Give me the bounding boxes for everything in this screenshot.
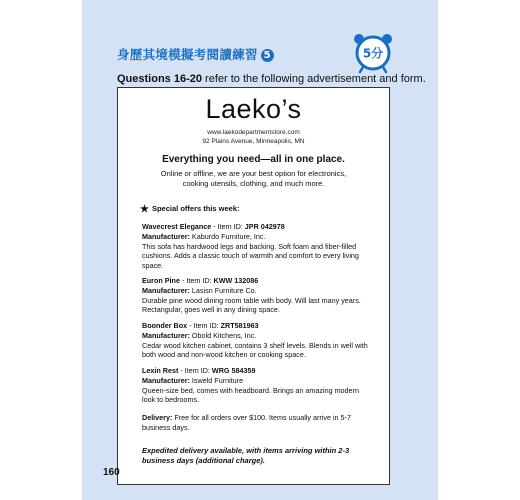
item-name: Wavecrest Elegance — [142, 222, 212, 231]
offer-item — [142, 276, 370, 315]
star-icon: ★ — [140, 204, 149, 215]
manufacturer-name: Lasisn Furniture Co. — [189, 285, 257, 295]
tagline: Everything you need—all in one place. — [162, 154, 345, 165]
delivery-label: Delivery: — [142, 413, 173, 422]
manufacturer-label: Manufacturer: — [142, 231, 190, 241]
manufacturer-name: Isweld Furniture — [189, 375, 244, 385]
timer-label: 5分 — [362, 46, 384, 61]
questions-range: Questions 16-20 — [117, 73, 202, 85]
item-description: Durable pine wood dining room table with body. Will last many years. Rectangular, goes well in any dining space. — [142, 295, 361, 315]
expedited-note: Expedited delivery available, with items arriving within 2-3 business days (additional charge). — [142, 446, 350, 465]
delivery-text: Free for all orders over $100. Items usually arrive in 5-7 business days. — [142, 413, 351, 432]
item-id: WRG 584359 — [211, 366, 256, 375]
item-id-label: - Item ID: — [187, 321, 221, 330]
questions-instruction — [117, 73, 426, 85]
item-id-label: - Item ID: — [211, 222, 245, 231]
specials-heading — [140, 204, 240, 215]
manufacturer-label: Manufacturer: — [142, 375, 190, 385]
advertisement-box — [117, 87, 390, 485]
section-title — [117, 45, 274, 63]
offer-item — [142, 321, 370, 360]
item-id-label: - Item ID: — [178, 366, 212, 375]
manufacturer-name: Obold Kitchens, Inc. — [189, 330, 257, 340]
manufacturer-label: Manufacturer: — [142, 285, 190, 295]
alarm-clock-icon — [351, 30, 395, 74]
item-description: Cedar wood kitchen cabinet, contains 3 shelf levels. Blends in well with both wood and non-wood kitchen or cooking space. — [142, 340, 368, 360]
intro-text: Online or offline, we are your best option for electronics, cooking utensils, clothing, and much more. — [160, 169, 347, 188]
section-title-text: 身歷其境模擬考閱讀練習 — [117, 47, 258, 62]
item-id: KWW 132086 — [213, 276, 259, 285]
store-url: www.laekodepartmentstore.com — [207, 129, 300, 136]
store-logo: Laeko’s — [205, 94, 302, 124]
page-number: 160 — [103, 467, 120, 478]
item-id-label: - Item ID: — [179, 276, 214, 285]
manufacturer-label: Manufacturer: — [142, 330, 190, 340]
offer-item — [142, 222, 370, 271]
item-id: ZRT581963 — [220, 321, 259, 330]
item-name: Euron Pine — [142, 276, 180, 285]
offer-item — [142, 366, 370, 405]
manufacturer-name: Kaburdo Furniture, Inc. — [189, 231, 266, 241]
item-id: JPR 042978 — [244, 222, 285, 231]
section-number-badge: 5 — [261, 49, 274, 62]
store-address: 92 Plains Avenue, Minneapolis, MN — [202, 138, 305, 145]
specials-heading-text: Special offers this week: — [151, 204, 240, 213]
item-name: Lexin Rest — [142, 366, 179, 375]
item-description: Queen-size bed, comes with headboard. Brings an amazing modern look to bedrooms. — [142, 385, 359, 405]
questions-text: refer to the following advertisement and form. — [201, 73, 426, 85]
item-name: Boonder Box — [142, 321, 188, 330]
item-description: This sofa has hardwood legs and backing. Soft foam and fiber-filled cushions. Adds a classic touch of warmth and comfort to every living space. — [142, 241, 359, 271]
delivery-info — [142, 413, 370, 433]
